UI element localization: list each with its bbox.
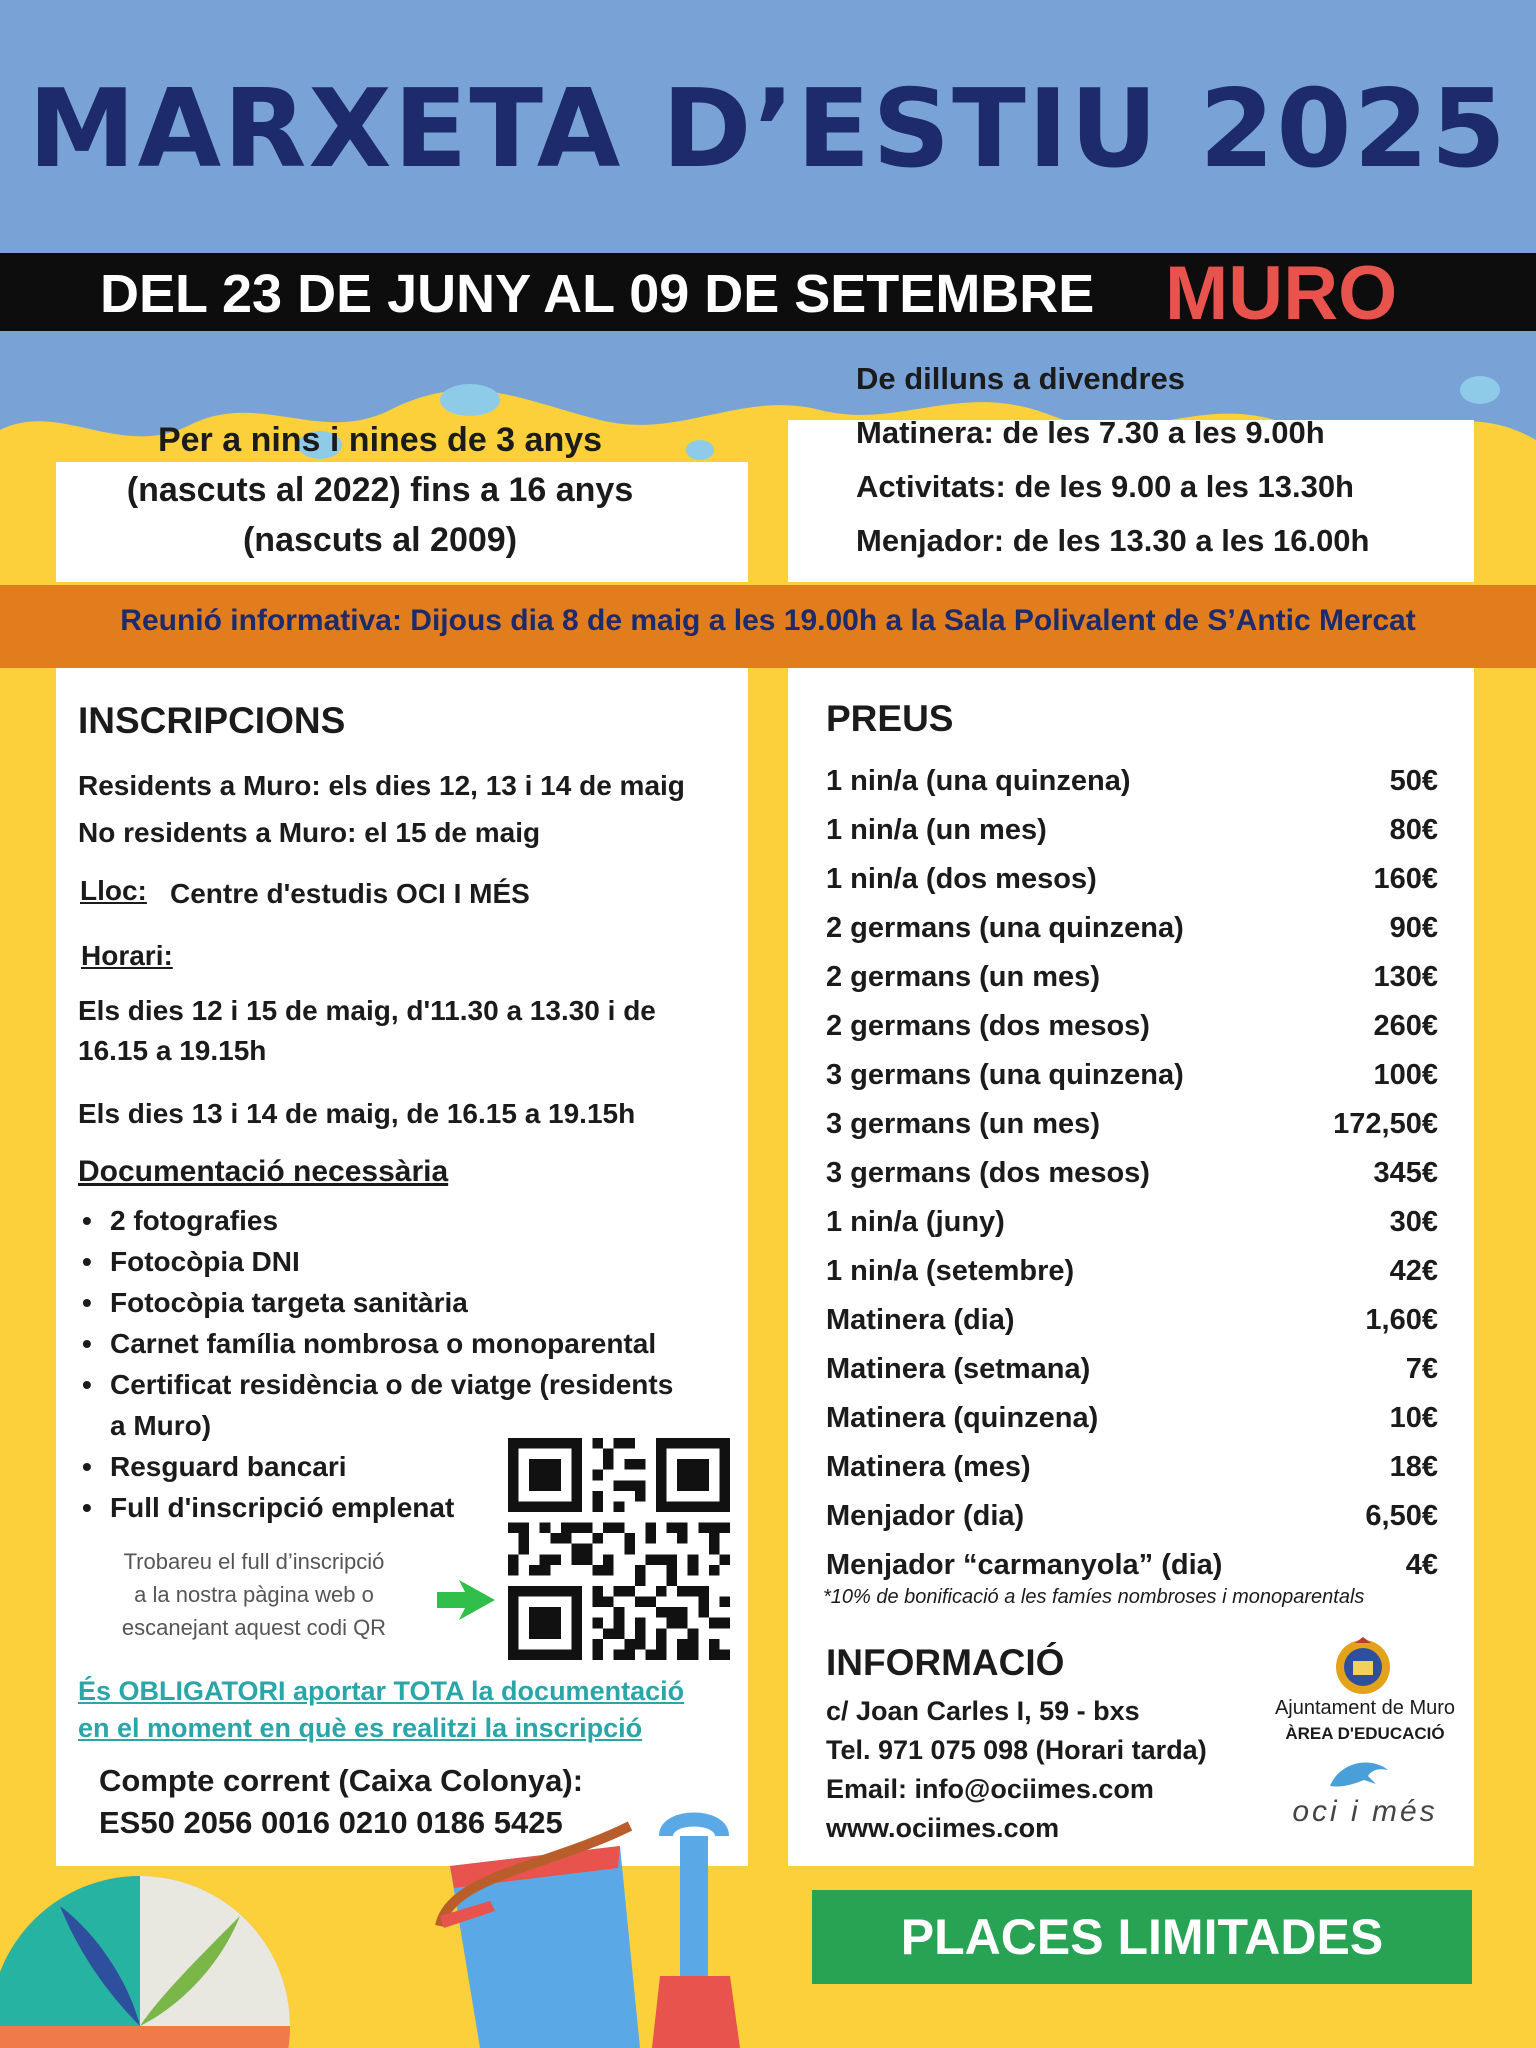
price-row xyxy=(826,1247,1438,1296)
price-label: 1 nin/a (un mes) xyxy=(826,814,1047,846)
price-value: 260€ xyxy=(1373,1010,1438,1042)
price-label: 3 germans (dos mesos) xyxy=(826,1157,1150,1189)
address: c/ Joan Carles I, 59 - bxs xyxy=(826,1696,1140,1726)
non-residents-dates: No residents a Muro: el 15 de maig xyxy=(78,817,541,848)
qr-note-line: a la nostra pàgina web o xyxy=(134,1582,374,1607)
price-value: 50€ xyxy=(1389,765,1438,797)
price-label: Matinera (setmana) xyxy=(826,1353,1091,1385)
area-educacio: ÀREA D'EDUCACIÓ xyxy=(1285,1724,1445,1743)
website-link[interactable]: www.ociimes.com xyxy=(826,1813,1060,1843)
price-label: 2 germans (una quinzena) xyxy=(826,912,1184,944)
price-value: 18€ xyxy=(1389,1451,1438,1483)
price-row xyxy=(826,1492,1438,1541)
price-row xyxy=(826,1002,1438,1051)
price-row xyxy=(826,1345,1438,1394)
price-label: 3 germans (un mes) xyxy=(826,1108,1100,1140)
price-list xyxy=(826,757,1438,1590)
price-value: 4€ xyxy=(1405,1549,1438,1581)
qr-code-icon[interactable] xyxy=(508,1438,730,1660)
documentation-heading: Documentació necessària xyxy=(78,1155,449,1188)
price-row xyxy=(826,1394,1438,1443)
obligatory-notice xyxy=(78,1673,684,1747)
price-value: 42€ xyxy=(1389,1255,1438,1287)
price-label: 1 nin/a (dos mesos) xyxy=(826,863,1097,895)
price-value: 172,50€ xyxy=(1333,1108,1438,1140)
price-row xyxy=(826,1541,1438,1590)
doc-item: • Fotocòpia DNI xyxy=(78,1241,673,1282)
doc-item: • Carnet família nombrosa o monoparental xyxy=(78,1323,673,1364)
preus-heading: PREUS xyxy=(826,698,954,739)
price-value: 30€ xyxy=(1389,1206,1438,1238)
price-label: 3 germans (una quinzena) xyxy=(826,1059,1184,1091)
price-label: Menjador (dia) xyxy=(826,1500,1025,1532)
schedule-menjador: Menjador: de les 13.30 a les 16.00h xyxy=(856,523,1370,558)
price-label: Matinera (dia) xyxy=(826,1304,1015,1336)
coat-of-arms-icon xyxy=(1333,1635,1393,1697)
price-label: 2 germans (dos mesos) xyxy=(826,1010,1150,1042)
arrow-right-icon xyxy=(437,1580,495,1620)
dolphin-icon xyxy=(1326,1756,1396,1798)
phone: Tel. 971 075 098 (Horari tarda) xyxy=(826,1735,1207,1765)
schedule-activitats: Activitats: de les 9.00 a les 13.30h xyxy=(856,469,1354,504)
obligatory-line: en el moment en què es realitzi la inscripció xyxy=(78,1713,643,1743)
price-row xyxy=(826,855,1438,904)
doc-item: • Resguard bancari xyxy=(78,1446,673,1487)
town-name: MURO xyxy=(1165,251,1398,336)
date-range: DEL 23 DE JUNY AL 09 DE SETEMBRE xyxy=(100,264,1095,324)
ajuntament-name: Ajuntament de Muro xyxy=(1274,1697,1456,1719)
lloc-value: Centre d'estudis OCI I MÉS xyxy=(170,878,530,909)
price-value: 160€ xyxy=(1373,863,1438,895)
price-value: 100€ xyxy=(1373,1059,1438,1091)
price-row xyxy=(826,757,1438,806)
price-value: 80€ xyxy=(1389,814,1438,846)
schedule-matinera: Matinera: de les 7.30 a les 9.00h xyxy=(856,415,1325,450)
horari-line-2: Els dies 13 i 14 de maig, de 16.15 a 19.15h xyxy=(78,1098,636,1129)
bank-account-label: Compte corrent (Caixa Colonya): xyxy=(99,1763,584,1798)
qr-note-line: escanejant aquest codi QR xyxy=(121,1615,387,1640)
horari-line-1a: Els dies 12 i 15 de maig, d'11.30 a 13.30 i de xyxy=(78,995,656,1026)
price-label: Matinera (mes) xyxy=(826,1451,1031,1483)
price-row xyxy=(826,1198,1438,1247)
doc-item: • 2 fotografies xyxy=(78,1200,673,1241)
oci-i-mes-logo: oci i més xyxy=(1292,1795,1438,1828)
price-row xyxy=(826,1149,1438,1198)
price-label: 1 nin/a (una quinzena) xyxy=(826,765,1131,797)
price-value: 10€ xyxy=(1389,1402,1438,1434)
beach-ball-icon xyxy=(0,1846,320,2048)
price-label: 1 nin/a (juny) xyxy=(826,1206,1005,1238)
inscripcions-heading: INSCRIPCIONS xyxy=(78,700,346,741)
price-row xyxy=(826,904,1438,953)
price-label: 1 nin/a (setembre) xyxy=(826,1255,1075,1287)
price-row xyxy=(826,1100,1438,1149)
age-range-text: Per a nins i nines de 3 anys (nascuts al 2022) fins a 16 anys (nascuts al 2009) xyxy=(126,421,634,559)
informacio-heading: INFORMACIÓ xyxy=(826,1642,1065,1683)
obligatory-line: És OBLIGATORI aportar TOTA la documentació xyxy=(78,1676,685,1706)
discount-note: *10% de bonificació a les famíes nombroses i monoparentals xyxy=(823,1586,1365,1608)
price-value: 345€ xyxy=(1373,1157,1438,1189)
places-limitades-banner: PLACES LIMITADES xyxy=(812,1890,1472,1984)
doc-item: • Full d'inscripció emplenat xyxy=(78,1487,673,1528)
meeting-info: Reunió informativa: Dijous dia 8 de maig a les 19.00h a la Sala Polivalent de S’Antic Mercat xyxy=(120,604,1416,637)
price-row xyxy=(826,1296,1438,1345)
qr-note xyxy=(104,1545,404,1644)
price-value: 6,50€ xyxy=(1365,1500,1438,1532)
email-link[interactable]: Email: info@ociimes.com xyxy=(826,1774,1154,1804)
residents-dates: Residents a Muro: els dies 12, 13 i 14 de maig xyxy=(78,770,685,801)
price-label: Menjador “carmanyola” (dia) xyxy=(826,1549,1223,1581)
bank-account-iban: ES50 2056 0016 0210 0186 5425 xyxy=(99,1805,563,1840)
qr-note-line: Trobareu el full d’inscripció xyxy=(123,1549,385,1574)
price-row xyxy=(826,1443,1438,1492)
price-value: 130€ xyxy=(1373,961,1438,993)
price-value: 7€ xyxy=(1405,1353,1438,1385)
schedule-days: De dilluns a divendres xyxy=(856,361,1186,396)
price-label: Matinera (quinzena) xyxy=(826,1402,1099,1434)
doc-item: • Fotocòpia targeta sanitària xyxy=(78,1282,673,1323)
doc-item-continued: a Muro) xyxy=(110,1410,212,1441)
contact-info xyxy=(826,1692,1207,1848)
ajuntament-logo-text xyxy=(1270,1695,1460,1747)
schedule-list xyxy=(856,352,1369,568)
page-title: MARXETA D’ESTIU 2025 xyxy=(28,67,1508,192)
price-row xyxy=(826,953,1438,1002)
price-row xyxy=(826,806,1438,855)
horari-label: Horari: xyxy=(81,940,173,971)
lloc-label: Lloc: xyxy=(80,875,147,906)
price-value: 1,60€ xyxy=(1365,1304,1438,1336)
doc-item: • Certificat residència o de viatge (residents xyxy=(78,1364,673,1405)
bucket-and-spade-icon xyxy=(430,1806,790,2048)
price-label: 2 germans (un mes) xyxy=(826,961,1100,993)
price-value: 90€ xyxy=(1389,912,1438,944)
price-row xyxy=(826,1051,1438,1100)
horari-line-1b: 16.15 a 19.15h xyxy=(78,1035,267,1066)
